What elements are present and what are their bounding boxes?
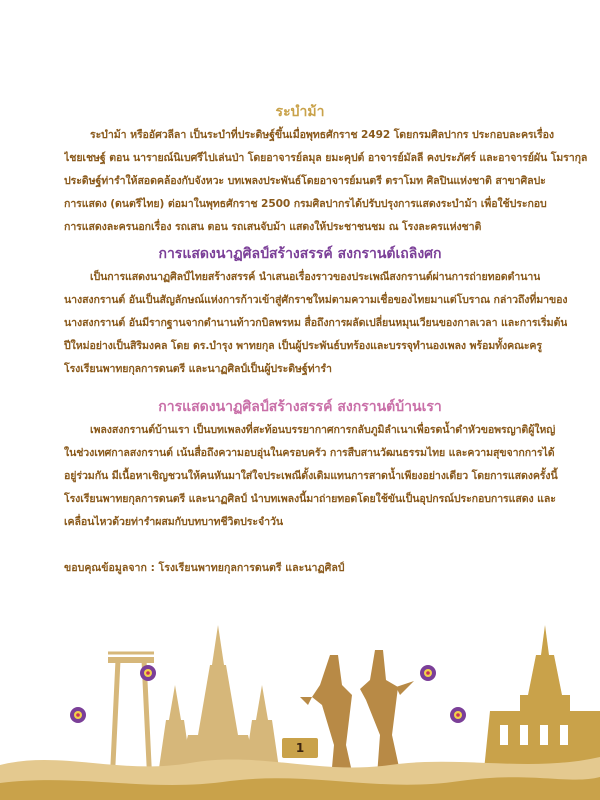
paragraph-line: ไชยเชษฐ์ ตอน นารายณ์นิเบศรีไปเล่นป่า โดยอาจารย์ลมุล ยมะคุปต์ อาจารย์มัลลี คงประภัศร์ และอาจารย์ผัน โมรากุล (64, 152, 588, 164)
thai-flower-icon (140, 665, 156, 681)
thai-flower-icon (450, 707, 466, 723)
paragraph-line: การแสดงละครนอกเรื่อง รถเสน ตอน รถเสนจับม้า แสดงให้ประชาชนชม ณ โรงละครแห่งชาติ (64, 221, 482, 233)
footer-decoration (0, 625, 600, 800)
paragraph-line: การแสดง (ดนตรีไทย) ต่อมาในพุทธศักราช 2500 กรมศิลปากรได้ปรับปรุงการแสดงระบำม้า เพื่อใช้ประกอบ (64, 198, 547, 210)
paragraph-line: ในช่วงเทศกาลสงกรานต์ เน้นสื่อถึงความอบอุ่นในครอบครัว การสืบสานวัฒนธรรมไทย และความสุขจากการได้ (64, 447, 555, 459)
section-heading: การแสดงนาฏศิลป์สร้างสรรค์ สงกรานต์บ้านเรา (158, 399, 442, 415)
page-number: 1 (282, 738, 318, 758)
paragraph-line: เคลื่อนไหวด้วยท่ารำผสมกับบทบาทชีวิตประจำวัน (64, 516, 283, 528)
paragraph-line: อยู่ร่วมกัน มีเนื้อหาเชิญชวนให้คนหันมาใส่ใจประเพณีดั้งเดิมแทนการสาดน้ำเพียงอย่างเดียว โดยการแสดงครั้งนี้ (64, 470, 558, 482)
section-heading: การแสดงนาฏศิลป์สร้างสรรค์ สงกรานต์เถลิงศก (158, 246, 442, 262)
paragraph-line: เพลงสงกรานต์บ้านเรา เป็นบทเพลงที่สะท้อนบรรยากาศการกลับภูมิลำเนาเพื่อรดน้ำดำหัวขอพรญาติผู้ใหญ่ (90, 424, 556, 436)
section-heading: ระบำม้า (275, 104, 325, 120)
credit-line: ขอบคุณข้อมูลจาก : โรงเรียนพาทยกุลการดนตรี และนาฏศิลป์ (64, 562, 345, 574)
paragraph-line: เป็นการแสดงนาฏศิลป์ไทยสร้างสรรค์ นำเสนอเรื่องราวของประเพณีสงกรานต์ผ่านการถ่ายทอดตำนาน (90, 271, 541, 283)
paragraph-line: นางสงกรานต์ อันเป็นสัญลักษณ์แห่งการก้าวเข้าสู่ศักราชใหม่ตามความเชื่อของไทยมาแต่โบราณ กล่าวถึงที่มาของ (64, 294, 568, 306)
thai-flower-icon (70, 707, 86, 723)
paragraph-line: ระบำม้า หรืออัศวลีลา เป็นระบำที่ประดิษฐ์ขึ้นเมื่อพุทธศักราช 2492 โดยกรมศิลปากร ประกอบละครเรื่อง (90, 129, 554, 141)
paragraph-line: นางสงกรานต์ อันมีรากฐานจากตำนานท้าวกบิลพรหม สื่อถึงการผลัดเปลี่ยนหมุนเวียนของกาลเวลา และการเริ่มต้น (64, 317, 568, 329)
paragraph-line: ประดิษฐ์ท่ารำให้สอดคล้องกับจังหวะ บทเพลงประพันธ์โดยอาจารย์มนตรี ตราโมท ศิลปินแห่งชาติ สาขาศิลปะ (64, 175, 546, 187)
paragraph-line: โรงเรียนพาทยกุลการดนตรี และนาฏศิลป์เป็นผู้ประดิษฐ์ท่ารำ (64, 363, 332, 375)
paragraph-line: โรงเรียนพาทยกุลการดนตรี และนาฏศิลป์ นำบทเพลงนี้มาถ่ายทอดโดยใช้ขันเป็นอุปกรณ์ประกอบการแสดง และ (64, 493, 556, 505)
paragraph-line: ปีใหม่อย่างเป็นสิริมงคล โดย ดร.บำรุง พาทยกุล เป็นผู้ประพันธ์บทร้องและบรรจุทำนองเพลง พร้อมทั้งคณะครู (64, 340, 542, 352)
thai-flower-icon (420, 665, 436, 681)
